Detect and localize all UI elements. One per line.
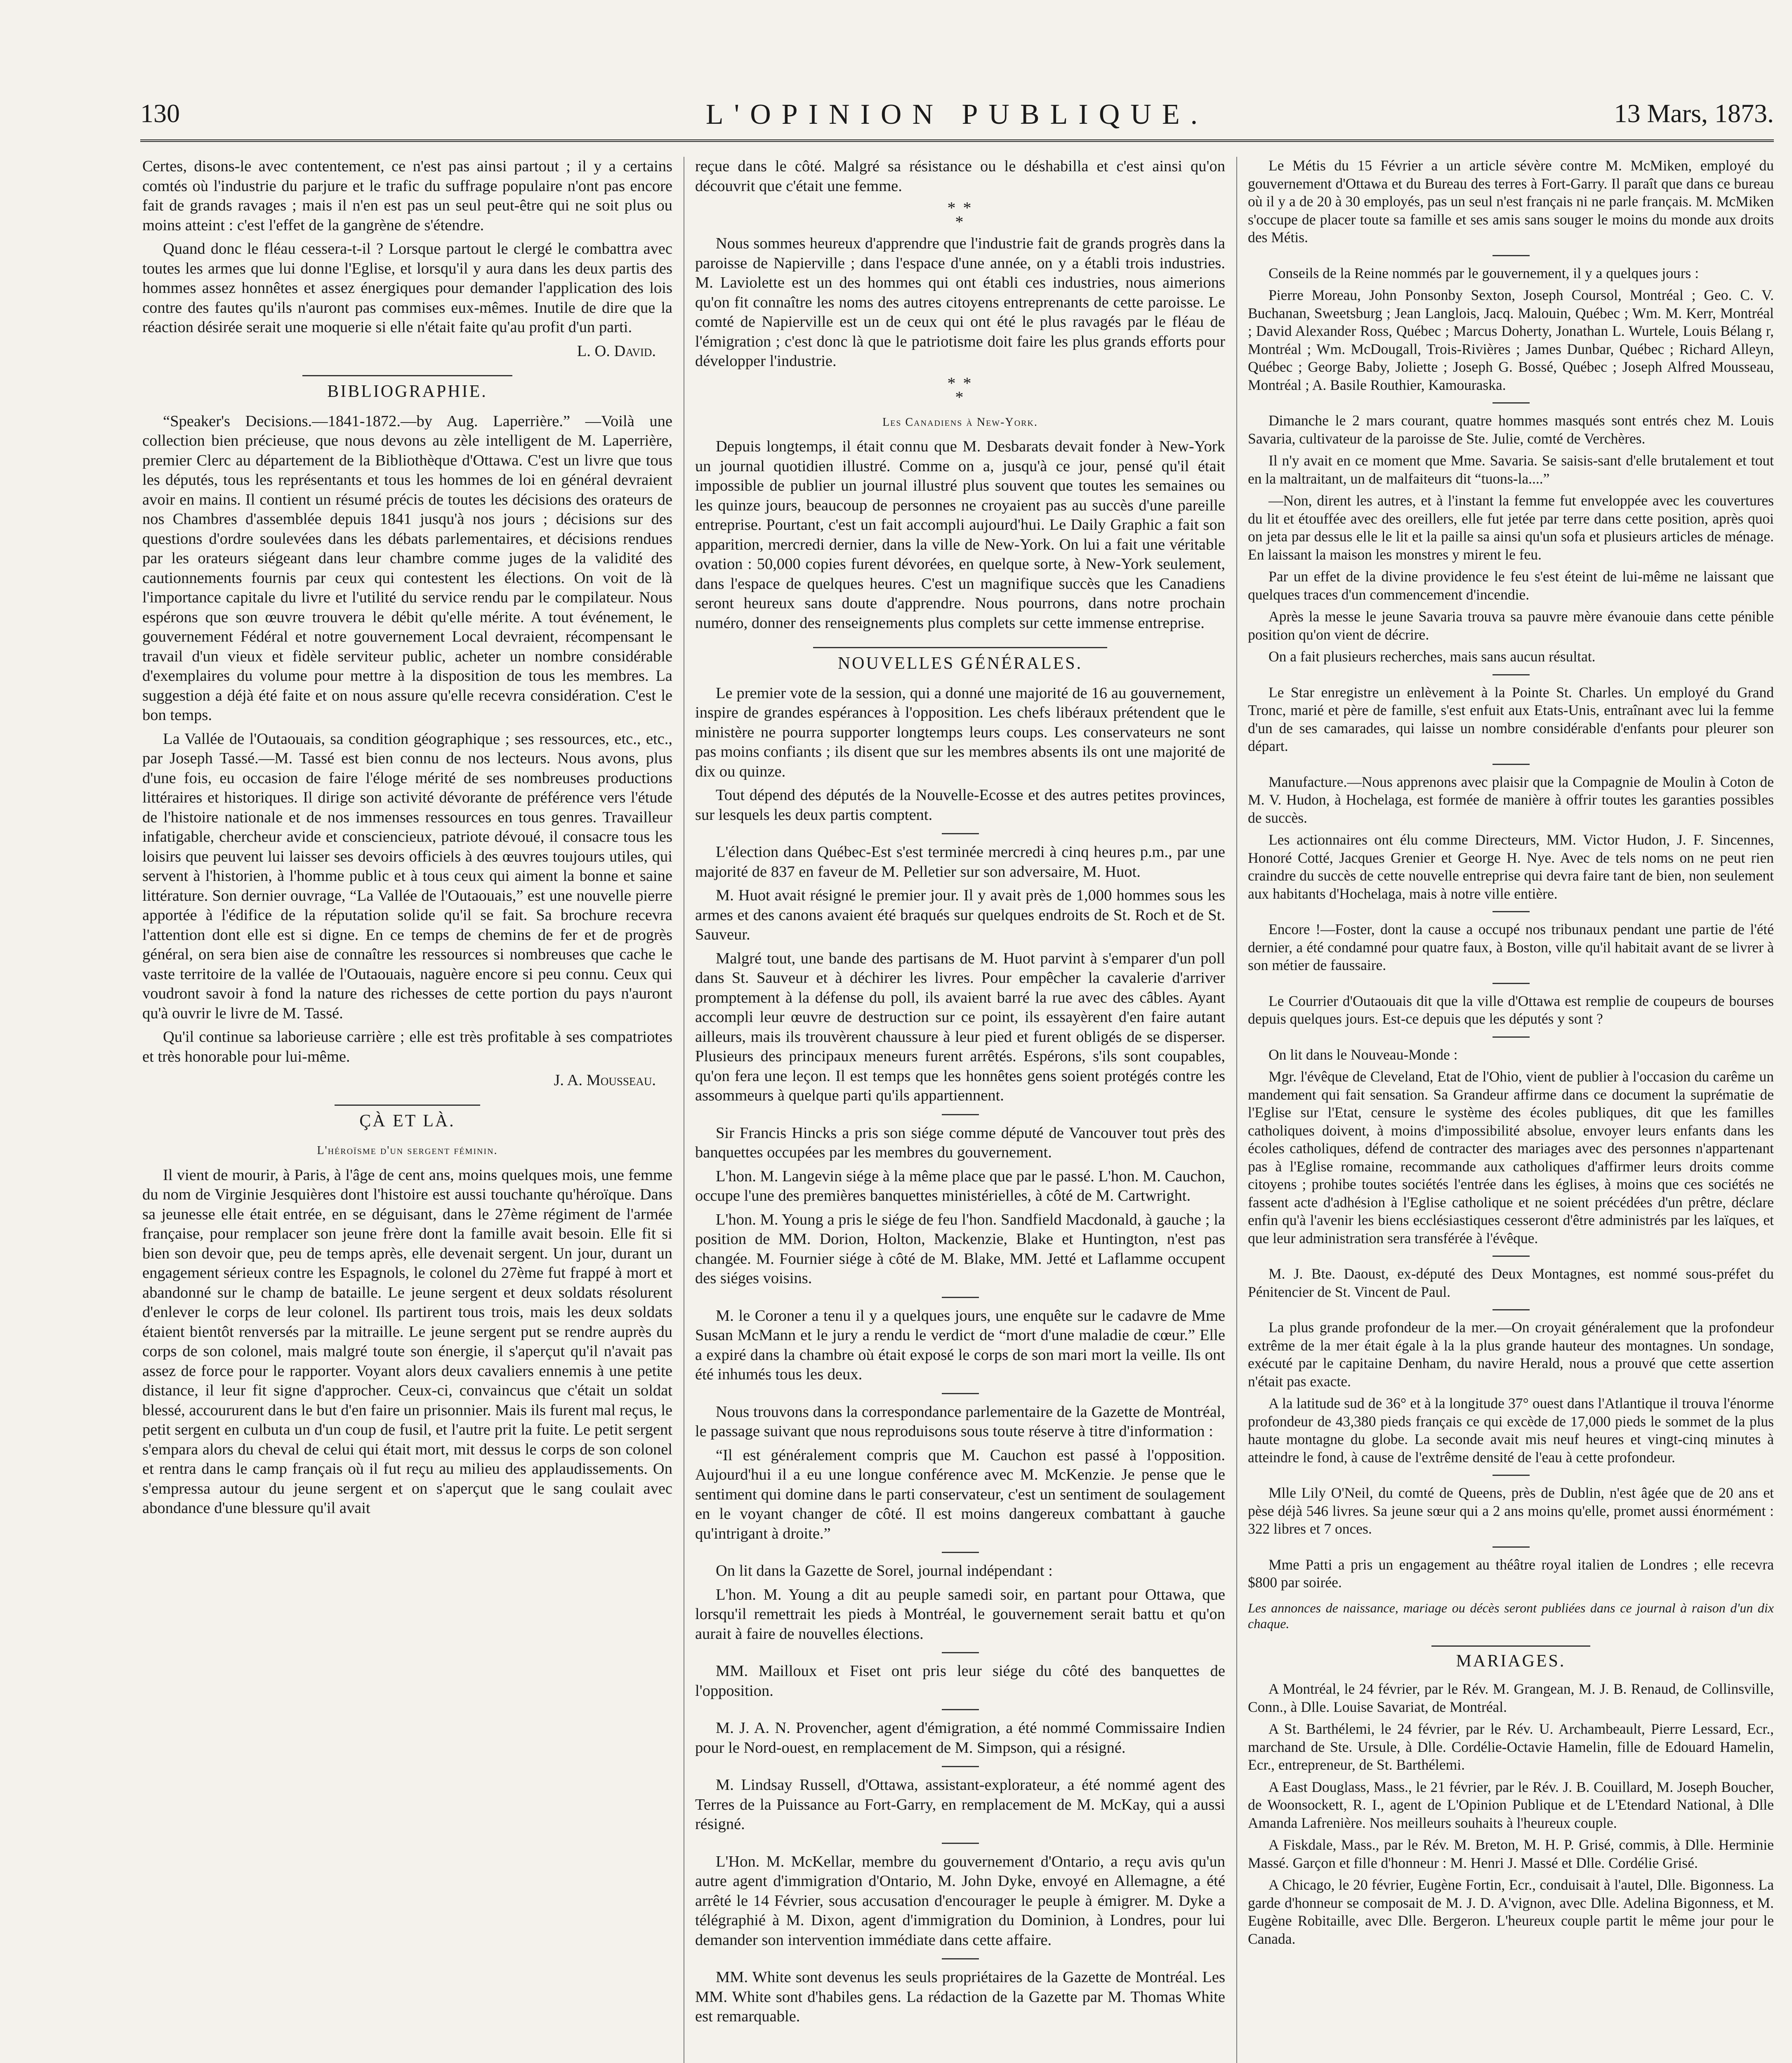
item-separator xyxy=(1493,983,1530,984)
item-separator xyxy=(942,1766,979,1767)
item-separator xyxy=(942,1297,979,1298)
news-paragraph: M. Lindsay Russell, d'Ottawa, assistant-explorateur, a été nommé agent des Terres de la Puissance au Fort-Garry, en remplacement de M. McKay, qui a aussi résigné. xyxy=(695,1776,1225,1833)
news-paragraph: Dimanche le 2 mars courant, quatre hommes masqués sont entrés chez M. Louis Savaria, cultivateur de la paroisse de Ste. Julie, comté de Verchères. xyxy=(1248,412,1774,447)
item-separator xyxy=(942,1843,979,1844)
news-paragraph: —Non, dirent les autres, et à l'instant la femme fut enveloppée avec les couvertures du lit et étouffée avec des oreillers, elle fut jetée par terre dans cette position, après quoi on jeta par dessus elle le lit et la paille sa ainsi qu'un sofa et plusieurs articles de ménage. En laissant la maison les monstres y mirent le feu. xyxy=(1248,492,1774,563)
news-paragraph: Le premier vote de la session, qui a donné une majorité de 16 au gouvernement, inspire de grandes espérances à l'opposition. Les chefs libéraux prétendent que le ministère ne pourra supporter longtemps leurs coups. Les conservateurs ne sont pas moins confiants ; ils disent que sur les membres absents ils ont une majorité de dix ou quinze. xyxy=(695,684,1225,780)
news-paragraph: A Chicago, le 20 février, Eugène Fortin, Ecr., conduisait à l'autel, Dlle. Bigonness. La garde d'honneur se composait de M. J. D. A'vignon, avec Dlle. Adelina Bigonness, et M. Eugène Robitaille, avec Dlle. Bergeron. L'heureux couple partit le même jour pour le Canada. xyxy=(1248,1877,1774,1947)
item-separator xyxy=(942,1393,979,1394)
section-heading-bibliographie: BIBLIOGRAPHIE. xyxy=(302,375,512,402)
item-separator xyxy=(1493,674,1530,675)
item-separator xyxy=(1493,911,1530,912)
newspaper-title: L'OPINION PUBLIQUE. xyxy=(705,99,1209,130)
item-separator xyxy=(942,833,979,834)
article-paragraph: Qu'il continue sa laborieuse carrière ; elle est très profitable à ses compatriotes et très honorable pour lui-même. xyxy=(142,1028,672,1065)
news-items xyxy=(695,684,1225,2027)
item-separator xyxy=(1493,1036,1530,1038)
news-paragraph: A East Douglass, Mass., le 21 février, par le Rév. J. B. Couillard, M. Joseph Boucher, de Woonsockett, R. I., agent de L'Opinion Publique et de L'Etendard National, à Dlle Amanda Lafrenière. Nos meilleurs souhaits à l'heureux couple. xyxy=(1248,1778,1774,1831)
news-paragraph: Malgré tout, une bande des partisans de M. Huot parvint à s'emparer d'un poll dans St. Sauveur et à déchirer les livres. Pour empêcher la cavalerie d'arriver promptement à la défense du poll, ils avaient barré la rue avec des câbles. Ayant accompli leur œuvre de destruction sur ce point, ils essayèrent d'en faire autant ailleurs, mais ils trouvèrent chaussure à leur pied et furent obligés de se disperser. Plusieurs des principaux meneurs furent arrêtés. Espérons, s'ils sont coupables, qu'on fera une leçon. Il est temps que les honnêtes gens soient protégés contre les assommeurs à quelque parti qu'ils appartiennent. xyxy=(695,949,1225,1104)
author-signature: J. A. Mousseau. xyxy=(554,1072,656,1089)
news-paragraph: Les actionnaires ont élu comme Directeurs, MM. Victor Hudon, J. F. Sincennes, Honoré Cotté, Jacques Grenier et George H. Nye. Avec de tels noms on ne peut rien craindre du succès de cette nouvelle entreprise qui devra faire tant de bien, non seulement aux habitants d'Hochelaga, mais à notre ville entière. xyxy=(1248,831,1774,902)
item-separator xyxy=(1493,1309,1530,1310)
news-paragraph: L'hon. M. Langevin siége à la même place que par le passé. L'hon. M. Cauchon, occupe l'une des premières banquettes ministérielles, à côté de M. Cartwright. xyxy=(695,1167,1225,1204)
column-3 xyxy=(1248,157,1774,2063)
news-paragraph: Le Star enregistre un enlèvement à la Pointe St. Charles. Un employé du Grand Tronc, marié et père de famille, s'est enfuit aux Etats-Unis, entraînant avec lui la femme d'un de ses camarades, qui laisse un nombre considérable d'enfants pour pleurer son départ. xyxy=(1248,684,1774,754)
news-paragraph: M. J. A. N. Provencher, agent d'émigration, a été nommé Commissaire Indien pour le Nord-ouest, en remplacement de M. Simpson, qui a résigné. xyxy=(695,1719,1225,1756)
item-separator xyxy=(1493,1475,1530,1476)
news-paragraph: A Fiskdale, Mass., par le Rév. M. Breton, M. H. P. Grisé, commis, à Dlle. Herminie Massé. Garçon et fille d'honneur : M. Henri J. Massé et Dlle. Cordélie Grisé. xyxy=(1248,1836,1774,1871)
item-separator xyxy=(1493,1256,1530,1257)
subheading: L'héroïsme d'un sergent féminin. xyxy=(317,1144,498,1157)
article-paragraph: Depuis longtemps, il était connu que M. Desbarats devait fonder à New-York un journal quotidien illustré. Comme on a, jusqu'à ce jour, pensé qu'il était impossible de publier un journal illustré plus souvent que toutes les semaines ou les quinze jours, beaucoup de personnes ne croyaient pas au succès d'une pareille entreprise. Pourtant, c'est un fait accompli aujourd'hui. Le Daily Graphic a fait son apparition, mercredi dernier, dans la ville de New-York. On lui a fait une véritable ovation : 50,000 copies furent dévorées, en quelque sorte, à New-York seulement, dans l'espace de quelques heures. C'est un magnifique succès que les Canadiens seront heureux sans doute d'apprendre. Nous pourrons, dans notre prochain numéro, donner des renseignements plus complets sur cette immense entreprise. xyxy=(695,438,1225,632)
news-paragraph: MM. Mailloux et Fiset ont pris leur siége du côté des banquettes de l'opposition. xyxy=(695,1662,1225,1699)
item-separator xyxy=(1493,255,1530,256)
news-paragraph: M. Huot avait résigné le premier jour. Il y avait près de 1,000 hommes sous les armes et des canons avaient été braqués sur quelques endroits de St. Roch et de St. Sauveur. xyxy=(695,887,1225,943)
article-paragraph: Nous sommes heureux d'apprendre que l'industrie fait de grands progrès dans la paroisse de Napierville ; dans l'espace d'une année, on y a établi trois industries. M. Laviolette est un des hommes qui ont établi ces industries, nous aimerions qu'on fit connaître les noms des autres citoyens entreprenants de cette paroisse. Le comté de Napierville est un de ceux qui ont été le plus ravagés par le fléau de l'émigration ; c'est donc là que le patriotisme doit faire les plus grands efforts pour développer l'industrie. xyxy=(695,235,1225,370)
news-paragraph: On lit dans le Nouveau-Monde : xyxy=(1269,1046,1458,1063)
news-paragraph: L'hon. M. Young a pris le siége de feu l'hon. Sandfield Macdonald, à gauche ; la position de MM. Dorion, Holton, Mackenzie, Blake et Huntington, n'est pas changée. M. Fournier siége à côté de M. Blake, MM. Jetté et Laflamme occupent des siéges voisins. xyxy=(695,1211,1225,1287)
news-paragraph: A St. Barthélemi, le 24 février, par le Rév. U. Archambeault, Pierre Lessard, Ecr., marchand de Ste. Ursule, à Dlle. Cordélie-Octavie Hamelin, fille de Edouard Hamelin, Ecr., entrepreneur, de St. Barthélemi. xyxy=(1248,1721,1774,1773)
news-paragraph: Sir Francis Hincks a pris son siége comme député de Vancouver tout près des banquettes occupées par les membres du gouvernement. xyxy=(695,1124,1225,1161)
news-paragraph: Mlle Lily O'Neil, du comté de Queens, près de Dublin, n'est âgée que de 20 ans et pèse déjà 546 livres. Sa jeune sœur qui a 2 ans moins qu'elle, promet aussi énormément : 322 libres et 7 onces. xyxy=(1248,1485,1774,1537)
item-separator xyxy=(942,1652,979,1653)
news-paragraph: L'élection dans Québec-Est s'est terminée mercredi à cinq heures p.m., par une majorité de 837 en faveur de M. Pelletier sur son adversaire, M. Huot. xyxy=(695,843,1225,880)
section-heading-mariages: MARIAGES. xyxy=(1431,1645,1591,1671)
news-paragraph: A Montréal, le 24 février, par le Rév. M. Grangean, M. J. B. Renaud, de Collinsville, Conn., à Dlle. Louise Savariat, de Montréal. xyxy=(1248,1681,1774,1715)
news-paragraph: L'Hon. M. McKellar, membre du gouvernement d'Ontario, a reçu avis qu'un autre agent d'immigration d'Ontario, M. John Dyke, envoyé en Allemagne, a été arrêté le 14 Février, sous accusation d'encourager le peuple à émigrer. M. Dyke a télégraphié à M. Dixon, agent d'immigration du Dominion, à Londres, pour lui demander son intervention immédiate dans cette affaire. xyxy=(695,1853,1225,1949)
news-paragraph: Encore !—Foster, dont la cause a occupé nos tribunaux pendant une partie de l'été dernier, a été condamné pour quatre faux, à Boston, ville qu'il habitait avant de se livrer à son métier de faussaire. xyxy=(1248,921,1774,973)
article-paragraph: reçue dans le côté. Malgré sa résistance ou le déshabilla et c'est ainsi qu'on découvrit que c'était une femme. xyxy=(695,158,1225,195)
news-paragraph: Après la messe le jeune Savaria trouva sa pauvre mère évanouie dans cette pénible position qu'on vient de décrire. xyxy=(1248,608,1774,643)
marriage-list xyxy=(1248,1680,1774,1948)
section-heading-nouvelles: NOUVELLES GÉNÉRALES. xyxy=(813,647,1107,674)
page-number: 130 xyxy=(140,99,180,128)
news-paragraph: Tout dépend des députés de la Nouvelle-Ecosse et des autres petites provinces, sur lesquels les deux partis comptent. xyxy=(695,786,1225,824)
item-separator xyxy=(942,1552,979,1553)
asterism: * * * xyxy=(947,373,973,406)
item-separator xyxy=(1493,402,1530,404)
item-separator xyxy=(1493,1546,1530,1548)
section-heading xyxy=(142,1105,672,1131)
news-paragraph: Il n'y avait en ce moment que Mme. Savaria. Se saisis-sant d'elle brutalement et tout en la maltraitant, un de malfaiteurs dit “tuons-la....” xyxy=(1248,452,1774,487)
item-separator xyxy=(942,1114,979,1115)
news-paragraph: A la latitude sud de 36° et à la longitude 37° ouest dans l'Atlantique il trouva l'énorme profondeur de 43,380 pieds français ce qui excède de 17,000 pieds le sommet de la plus haute montagne du globe. La seconde avait mis neuf heures et vingt-cinq minutes à atteindre le fond, à cause de l'extrême densité de l'eau à cette profondeur. xyxy=(1248,1395,1774,1466)
section-heading-ca-et-la: ÇÀ ET LÀ. xyxy=(335,1105,480,1131)
news-paragraph: M. le Coroner a tenu il y a quelques jours, une enquête sur le cadavre de Mme Susan McMann et le jury a rendu le verdict de “mort d'une maladie de cœur.” Elle a expiré dans la chambre où était exposé le corps de son mari mort la veille. Ils ont été inhumés tous les deux. xyxy=(695,1307,1225,1383)
notice-text: Les annonces de naissance, mariage ou décès seront publiées dans ce journal à raison d'un dix chaque. xyxy=(1248,1600,1774,1631)
news-paragraph: Nous trouvons dans la correspondance parlementaire de la Gazette de Montréal, le passage suivant que nous reproduisons sous toute réserve à titre d'information : xyxy=(695,1403,1225,1440)
item-separator xyxy=(942,1958,979,1959)
news-paragraph: La plus grande profondeur de la mer.—On croyait généralement que la profondeur extrême de la mer était égale à la la plus grande hauteur des montagnes. Un sondage, exécuté par le capitaine Denham, du navire Herald, nous a prouvé que cette assertion n'était pas exacte. xyxy=(1248,1319,1774,1390)
news-paragraph: MM. White sont devenus les seuls propriétaires de la Gazette de Montréal. Les MM. White sont d'habiles gens. La rédaction de la Gazette par M. Thomas White est remarquable. xyxy=(695,1969,1225,2025)
column-2 xyxy=(695,157,1225,2063)
column-1 xyxy=(142,157,672,2063)
news-paragraph: Le Courrier d'Outaouais dit que la ville d'Ottawa est remplie de coupeurs de bourses depuis quelques jours. Est-ce depuis que les députés y sont ? xyxy=(1248,992,1774,1027)
column-divider xyxy=(1236,157,1237,2063)
news-paragraph: Par un effet de la divine providence le feu s'est éteint de lui-même ne laissant que quelques traces d'un commencement d'incendie. xyxy=(1248,568,1774,603)
news-paragraph: Mme Patti a pris un engagement au théâtre royal italien de Londres ; elle recevra $800 par soirée. xyxy=(1248,1556,1774,1591)
news-paragraph: Pierre Moreau, John Ponsonby Sexton, Joseph Coursol, Montréal ; Geo. C. V. Buchanan, Sweetsburg ; Jean Langlois, Jacq. Malouin, Québec ; Wm. M. Kerr, Montréal ; David Alexander Ross, Québec ; Marcus Doherty, Jonathan L. Wurtele, Louis Bélang r, Montréal ; Wm. McDougall, Trois-Rivières ; James Dunbar, Québec ; Richard Alleyn, Québec ; George Baby, Joliette ; Joseph G. Bossé, Québec ; Joseph Alfred Mousseau, Montréal ; A. Basile Routhier, Kamouraska. xyxy=(1248,287,1774,393)
section-heading xyxy=(695,647,1225,674)
article-paragraph: Quand donc le fléau cessera-t-il ? Lorsque partout le clergé le combattra avec toutes les armes que lui donne l'Eglise, et lorsqu'il y aura dans les deux partis des hommes assez honnêtes et assez énergiques pour demander l'application des lois contre des fautes qu'ils n'auront pas commises eux-mêmes. Inutile de dire que la réaction désirée serait une moquerie si elle n'était faite qu'au profit d'un parti. xyxy=(142,240,672,336)
news-paragraph: Le Métis du 15 Février a un article sévère contre M. McMiken, employé du gouvernement d'Ottawa et du Bureau des terres à Fort-Garry. Il paraît que dans ce bureau où il y a de 20 à 30 employés, pas un seul n'est français ni ne parle français. M. McMiken s'occupe de placer toute sa famille et ses amis sans souger le moins du monde aux droits des Métis. xyxy=(1248,157,1774,245)
news-paragraph: On lit dans la Gazette de Sorel, journal indépendant : xyxy=(716,1562,1053,1579)
item-separator xyxy=(942,1709,979,1710)
article-paragraph: Certes, disons-le avec contentement, ce n'est pas ainsi partout ; il y a certains comtés où l'industrie du parjure et le trafic du suffrage populaire n'ont pas encore fait de grands ravages ; mais il n'en est pas un seul peut-être qui ne soit plus ou moins atteint : c'est l'effet de la gangrène de s'étendre. xyxy=(142,158,672,234)
author-signature: L. O. David. xyxy=(577,342,656,360)
news-paragraph: Mgr. l'évêque de Cleveland, Etat de l'Ohio, vient de publier à l'occasion du carême un mandement qui fait sensation. Sa Grandeur affirme dans ce document la suprématie de l'Eglise sur l'Etat, censure le système des écoles publiques, dit que les familles catholiques doivent, à moins d'impossibilité absolue, envoyer leurs enfants dans les écoles catholiques, défend de contracter des mariages avec des personnes n'appartenant pas à l'Eglise romaine, recommande aux catholiques d'affirmer leurs droits comme citoyens ; prohibe toutes sociétés l'entrée dans les églises, à moins que ces sociétés ne fassent acte d'adhésion à l'Eglise catholique et ne soient précédées d'un prêtre, déclare enfin qu'à l'avenir les biens ecclésiastiques cesseront d'être administrés par les laïques, et que leur administration sera transférée à l'évêque. xyxy=(1248,1068,1774,1246)
asterism: * * * xyxy=(947,198,973,231)
news-paragraph: M. J. Bte. Daoust, ex-député des Deux Montagnes, est nommé sous-préfet du Pénitencier de St. Vincent de Paul. xyxy=(1248,1265,1774,1300)
page-header xyxy=(140,98,1774,144)
article-paragraph: La Vallée de l'Outaouais, sa condition géographique ; ses ressources, etc., etc., par Joseph Tassé.—M. Tassé est bien connu de nos lecteurs. Nous avons, plus d'une fois, eu occasion de faire l'éloge mérité de ses nombreuses productions littéraires et historiques. Il dirige son activité dévorante de préférence vers l'étude de l'histoire nationale et de nos immenses ressources en tous genres. Travailleur infatigable, chercheur avide et consciencieux, patriote dévoué, il consacre tous les loisirs que peuvent lui laisser ses devoirs officiels à des œuvres toujours utiles, qui servent à l'historien, à l'homme public et à tous ceux qui aiment la bonne et saine littérature. Son dernier ouvrage, “La Vallée de l'Outaouais,” est une nouvelle pierre apportée à l'édifice de la réputation solide qu'il se fait. Sa brochure recevra l'attention dont elle est si digne. En ce temps de chemins de fer et de progrès général, on sera bien aise de connaître les ressources si nombreuses que cache le vaste territoire de la vallée de l'Outaouais, naguère encore si peu connu. Ceux qui voudront savoir à fond la nature des richesses de cette portion du pays n'auront qu'à ouvrir le livre de M. Tassé. xyxy=(142,730,672,1022)
news-paragraph: Conseils de la Reine nommés par le gouvernement, il y a quelques jours : xyxy=(1269,264,1699,281)
news-paragraph: “Il est généralement compris que M. Cauchon est passé à l'opposition. Aujourd'hui il a eu une longue conférence avec M. McKenzie. Je pense que le sentiment qui domine dans le parti conservateur, c'est un sentiment de soulagement en le voyant changer de côté. Il est moins dangereux combattant à gauche qu'intrigant à droite.” xyxy=(695,1446,1225,1542)
section-heading xyxy=(1248,1645,1774,1671)
news-paragraph: Manufacture.—Nous apprenons avec plaisir que la Compagnie de Moulin à Coton de M. V. Hudon, à Hochelaga, est formée de manière à offrir toutes les garanties possibles de succès. xyxy=(1248,773,1774,826)
header-rule xyxy=(140,139,1774,142)
item-separator xyxy=(1493,764,1530,765)
news-paragraph: On a fait plusieurs recherches, mais sans aucun résultat. xyxy=(1269,648,1596,665)
issue-date: 13 Mars, 1873. xyxy=(1614,99,1774,128)
news-items xyxy=(1248,157,1774,1592)
subheading: Les Canadiens à New-York. xyxy=(882,415,1038,429)
article-paragraph: “Speaker's Decisions.—1841-1872.—by Aug. Laperrière.” —Voilà une collection bien précieuse, que nous devons au zèle intelligent de M. Laperrière, premier Clerc au département de la Bibliothèque d'Ottawa. C'est un livre que tous les députés, tous les représentants et tous les hommes de loi en général devraient avoir en mains. Il contient un résumé précis de toutes les décisions des orateurs de nos Chambres d'assemblée depuis 1841 jusqu'à nos jours ; décisions sur des questions d'ordre soulevées dans les débats parlementaires, et décisions rendues par les orateurs siégeant dans leur chambre comme juges de la validité des cautionnements fournis par ceux qui contestent les élections. On voit de là l'importance capitale du livre et l'utilité du service rendu par le compilateur. Nous espérons que son œuvre trouvera le débit qu'elle mérite. A tout événement, le gouvernement Fédéral et notre gouvernement Local devraient, récompensant le travail d'un vieux et fidèle serviteur public, acheter un nombre considérable d'exemplaires du volume pour mettre à la disposition de tous les membres. La suggestion a déjà été faite et on nous assure qu'elle recevra considération. C'est le bon temps. xyxy=(142,412,672,724)
article-paragraph: Il vient de mourir, à Paris, à l'âge de cent ans, moins quelques mois, une femme du nom de Virginie Jesquières dont l'histoire est aussi touchante qu'héroïque. Dans sa jeunesse elle était entrée, en se déguisant, dans le 27ème régiment de l'armée française, pour remplacer son jeune frère dont la famille avait besoin. Elle fit si bien son devoir que, peu de temps après, elle devenait sergent. Un jour, durant un engagement sérieux contre les Espagnols, le colonel du 27ème fut frappé à mort et abandonné sur le champ de bataille. Le jeune sergent et deux soldats résolurent d'enlever le corps de leur colonel. Ils partirent tous trois, mais les deux soldats étaient bientôt renversés par la mitraille. Le jeune sergent put se rendre auprès du corps de son colonel, mais malgré toute son énergie, il s'aperçut qu'il n'avait pas assez de force pour le rapporter. Voyant alors deux cavaliers ennemis à une petite distance, il leur fit signe d'approcher. Ceux-ci, convaincus que c'était un soldat blessé, accoururent dans le but d'en faire un prisonnier. Mais ils furent mal reçus, le petit sergent en culbuta un d'un coup de fusil, et l'autre prit la fuite. Le petit sergent s'empara alors du cheval de celui qui était mort, mit dessus le corps de son colonel et rentra dans le camp français où il fut reçu au milieu des applaudissements. On s'empressa autour du jeune sergent et on s'aperçut que le sang coulait avec abondance d'une blessure qu'il avait xyxy=(142,1166,672,1517)
section-heading xyxy=(142,375,672,402)
news-paragraph: L'hon. M. Young a dit au peuple samedi soir, en partant pour Ottawa, que lorsqu'il remettrait les pieds à Montréal, le gouvernement serait battu et qu'on aurait à faire de nouvelles élections. xyxy=(695,1586,1225,1643)
